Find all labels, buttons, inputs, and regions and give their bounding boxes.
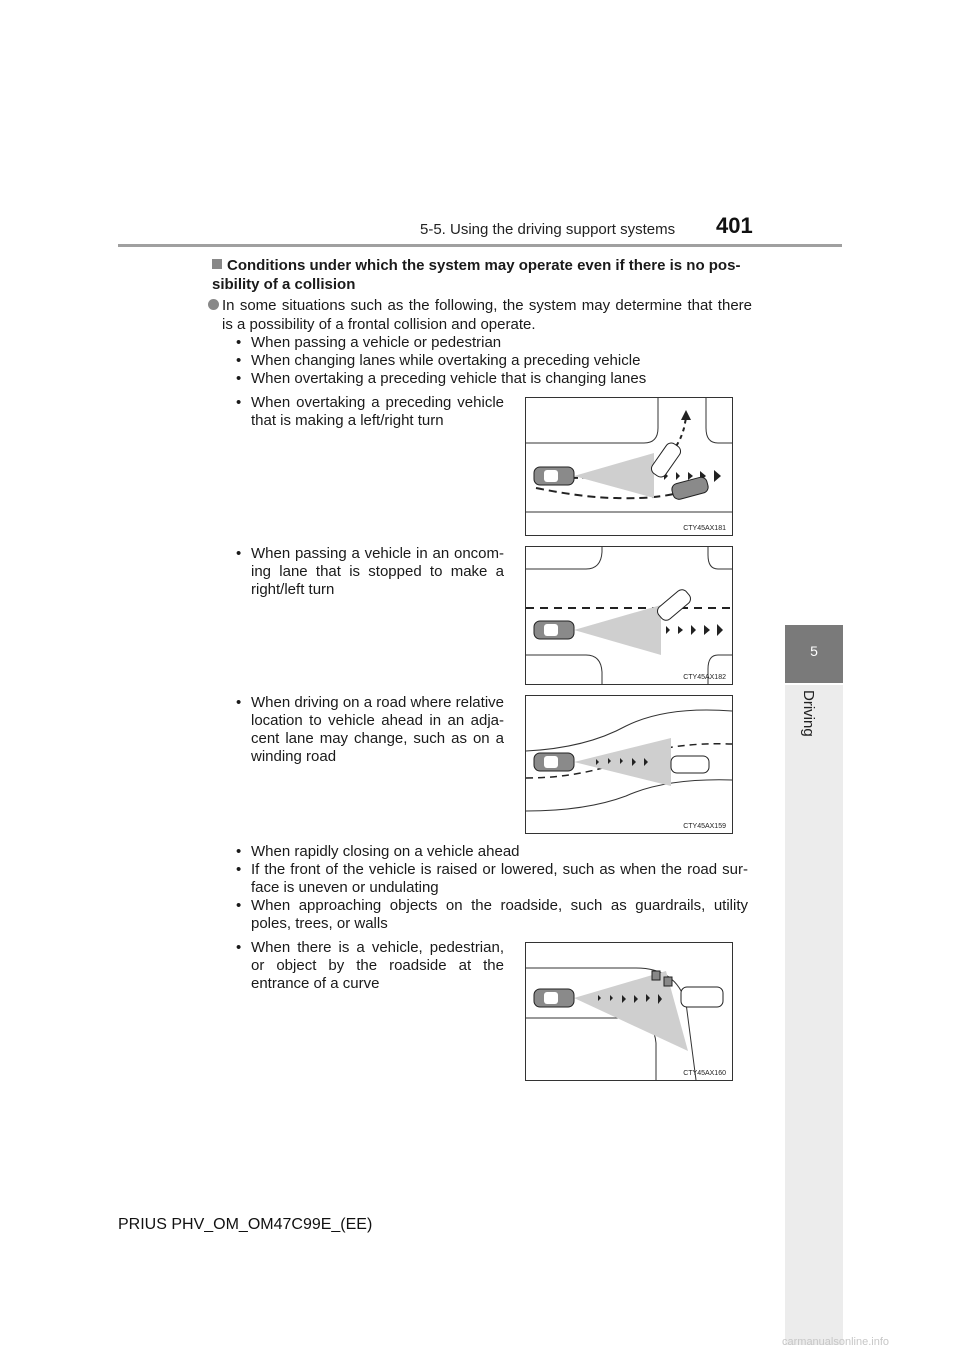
header-rule	[118, 244, 842, 247]
list-item: • When approaching objects on the roadside, such as guardrails, utility poles, trees, or walls	[236, 897, 748, 933]
figure-item-1	[236, 394, 504, 430]
square-bullet-icon	[212, 259, 222, 269]
figure-oncoming-turning-vehicle	[525, 546, 733, 685]
figure-code: CTY45AX181	[683, 525, 726, 532]
intro-text: In some situations such as the following, the system may determine that there is a possibility of a frontal collision and operate.	[222, 297, 752, 333]
header-section-title: 5-5. Using the driving support systems	[420, 221, 676, 238]
intro-paragraph	[222, 296, 752, 334]
chapter-tab-label: Driving	[800, 690, 817, 737]
figure-item-3	[236, 694, 504, 766]
list-item: • When rapidly closing on a vehicle ahead	[236, 843, 748, 861]
section-heading	[212, 256, 752, 294]
list-item: • If the front of the vehicle is raised or lowered, such as when the road sur-face is uneven or undulating	[236, 861, 748, 897]
chapter-tab-strip	[785, 685, 843, 1345]
circle-bullet-icon	[208, 299, 219, 310]
figure-code: CTY45AX159	[683, 823, 726, 830]
figure-item-4	[236, 939, 504, 993]
watermark: carmanualsonline.info	[782, 1336, 890, 1348]
condition-list-1	[236, 334, 748, 388]
figure-item-text: • When driving on a road where relative location to vehicle ahead in an adja-cent lane may change, such as on a winding road	[236, 694, 504, 766]
figure-code: CTY45AX160	[683, 1070, 726, 1077]
figure-item-text: • When there is a vehicle, pedestrian, or object by the roadside at the entrance of a curve	[236, 939, 504, 993]
list-item: • When passing a vehicle or pedestrian	[236, 334, 748, 352]
figure-winding-road	[525, 695, 733, 834]
figure-curve-entrance	[525, 942, 733, 1081]
figure-item-2	[236, 545, 504, 599]
figure-item-text: • When overtaking a preceding vehicle that is making a left/right turn	[236, 394, 504, 430]
figure-item-text: • When passing a vehicle in an oncom-ing lane that is stopped to make a right/left turn	[236, 545, 504, 599]
section-heading-text: Conditions under which the system may operate even if there is no pos-sibility of a collision	[212, 257, 741, 293]
figure-code: CTY45AX182	[683, 674, 726, 681]
page-number: 401	[716, 213, 753, 238]
list-item: • When changing lanes while overtaking a preceding vehicle	[236, 352, 748, 370]
condition-list-2	[236, 843, 748, 933]
list-item: • When overtaking a preceding vehicle that is changing lanes	[236, 370, 748, 388]
chapter-tab-number[interactable]: 5	[785, 625, 843, 683]
figure-overtaking-turning-vehicle	[525, 397, 733, 536]
footer-model-code: PRIUS PHV_OM_OM47C99E_(EE)	[118, 1216, 373, 1233]
